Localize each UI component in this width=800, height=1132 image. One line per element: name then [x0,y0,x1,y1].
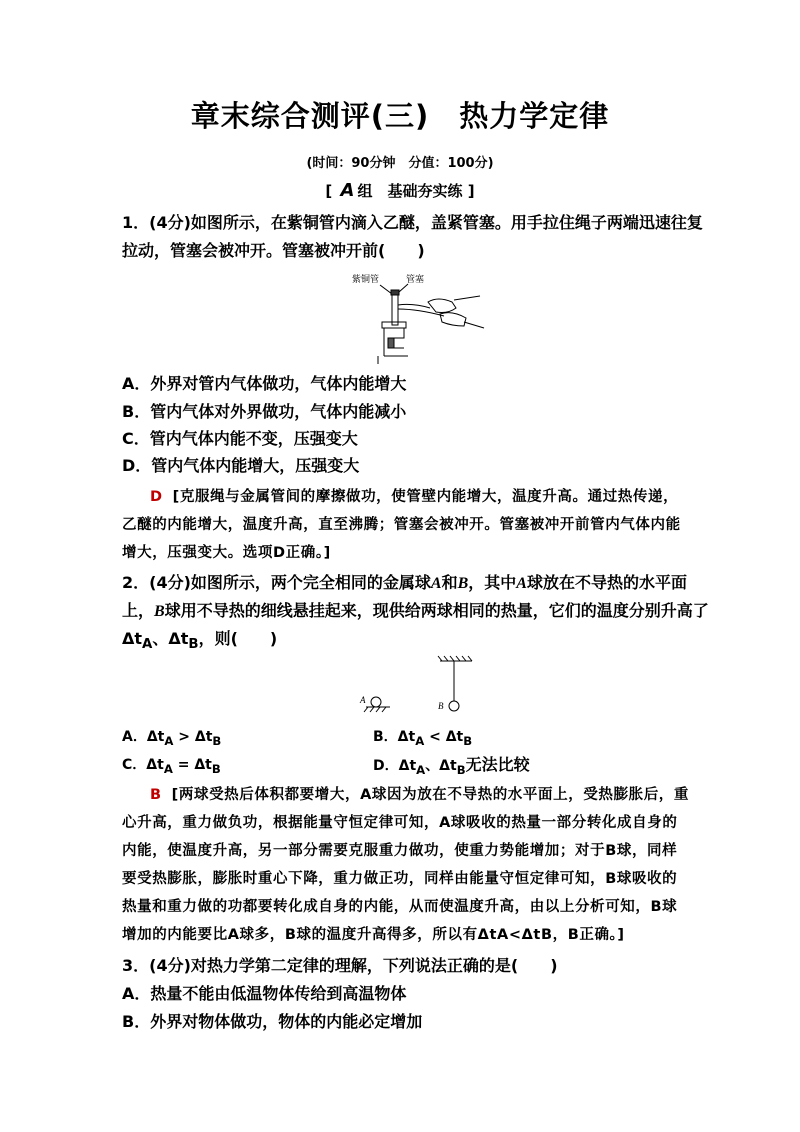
q2-answer-line-2: 心升高，重力做负功，根据能量守恒定律可知，A球吸收的热量一部分转化成自身的 [122,815,678,831]
q2-delta-b: 、Δt [152,629,189,648]
q2-sub-a: A [142,637,153,653]
q2-stem-1d: 球放在不导热的水平面 [526,573,687,592]
q2-opt-a-prefix: A． [122,729,147,745]
q2-delta-a: Δt [122,629,143,648]
q2-opt-b-s1: A [415,733,425,748]
q2-opt-d-tail: 无法比较 [465,755,530,774]
q3-option-b: B．外界对物体做功，物体的内能必定增加 [122,1012,423,1031]
q2-opt-a-s2: B [212,733,222,748]
q2-opt-b-mid: < Δt [424,729,464,745]
q2-answer-line-6: 增加的内能要比A球多，B球的温度升高得多，所以有ΔtA<ΔtB，B正确。] [122,927,625,943]
q2-opt-a-s1: A [164,733,174,748]
label-copper-tube: 紫铜管 [352,274,380,284]
q2-var-b-2: B [154,603,165,620]
q2-stem-1c: ，其中 [468,573,517,592]
q2-opt-d-mid: 、Δt [425,758,457,774]
q1-answer-line-1 [150,486,712,508]
q2-opt-c-prefix: C． [122,757,147,773]
q2-option-c [122,754,221,780]
group-heading [0,180,800,201]
q3-option-a: A．热量不能由低温物体传给到高温物体 [122,984,407,1003]
q2-stem-line-2 [122,600,712,623]
q1-answer-line-3: 增大，压强变大。选项D正确。] [122,545,331,561]
q2-opt-a-expr: Δt [146,729,165,745]
group-badge: A [340,180,355,201]
q2-stem-1a: 2．(4分)如图所示，两个完全相同的金属球 [122,573,431,592]
q3-stem-line-1: 3．(4分)对热力学第二定律的理解，下列说法正确的是( ) [122,956,558,975]
q2-stem-line-3 [122,628,712,656]
q1-answer-letter: D [150,489,163,505]
q2-option-b [373,726,472,752]
bracket-close: ] [467,182,475,200]
q2-opt-b-s2: B [463,733,473,748]
q2-opt-b-prefix: B． [373,729,398,745]
q2-sub-b: B [188,637,199,653]
q1-option-b: B．管内气体对外界做功，气体内能减小 [122,402,407,421]
q2-var-a: A [430,575,442,592]
q2-opt-b-expr: Δt [397,729,416,745]
q2-answer-line-3: 内能，使温度升高，另一部分需要克服重力做功，使重力势能增加；对于B球，同样 [122,843,678,859]
q2-stem-line-1 [122,572,712,595]
q2-stem-2a: 上， [122,601,155,620]
q2-opt-d-s1: A [416,762,426,777]
q1-option-a: A．外界对管内气体做功，气体内能增大 [122,374,407,393]
q1-stem-line-2: 拉动，管塞会被冲开。管塞被冲开前( ) [122,241,425,260]
q2-stem-2b: 球用不导热的细线悬挂起来，现供给两球相同的热量，它们的温度分别升高了 [164,601,709,620]
q1-answer-text-1: [克服绳与金属管间的摩擦做功，使管壁内能增大，温度升高。通过热传递， [172,489,679,505]
bracket-open: [ [325,182,333,200]
label-ball-b: B [438,701,444,711]
q1-option-d: D．管内气体内能增大，压强变大 [122,456,360,475]
page-title: 章末综合测评(三) 热力学定律 [190,99,610,133]
q2-opt-c-s2: B [211,761,221,776]
label-ball-a: A [360,695,366,705]
q2-answer-text-1: [两球受热后体积都要增大，A球因为放在不导热的水平面上，受热膨胀后，重 [171,787,690,803]
q2-answer-line-5: 热量和重力做的功都要转化成自身的内能，从而使温度升高，由以上分析可知，B球 [122,899,678,915]
q2-opt-c-mid: = Δt [172,757,212,773]
q2-opt-d-expr: Δt [398,758,417,774]
q2-opt-a-mid: > Δt [173,729,213,745]
q2-var-a-2: A [516,575,527,592]
q2-opt-c-expr: Δt [146,757,164,773]
q2-option-d [373,754,530,781]
copper-tube-figure [348,272,488,364]
two-balls-figure [358,655,478,717]
exam-time-info: (时间：90分钟 分值：100分) [306,156,494,171]
q2-stem-1b: 和 [441,573,458,592]
q1-answer-line-2: 乙醚的内能增大，温度升高，直至沸腾；管塞会被冲开。管塞被冲开前管内气体内能 [122,517,681,533]
group-label-text: 组 基础夯实练 [357,182,463,200]
q2-option-a [122,726,221,752]
q2-answer-line-1 [150,784,712,806]
q2-var-b: B [457,575,469,592]
q2-answer-line-4: 要受热膨胀，膨胀时重心下降，重力做正功，同样由能量守恒定律可知，B球吸收的 [122,871,678,887]
q2-opt-d-prefix: D． [373,758,399,774]
q1-option-c: C．管内气体内能不变，压强变大 [122,429,358,448]
label-plug: 管塞 [406,274,425,284]
q2-opt-c-s1: A [163,761,173,776]
q1-stem-line-1: 1．(4分)如图所示，在紫铜管内滴入乙醚，盖紧管塞。用手拉住绳子两端迅速往复 [122,213,703,232]
q2-answer-letter: B [150,787,162,803]
q2-stem-3-end: ，则( ) [198,629,278,648]
q2-opt-d-s2: B [456,762,466,777]
